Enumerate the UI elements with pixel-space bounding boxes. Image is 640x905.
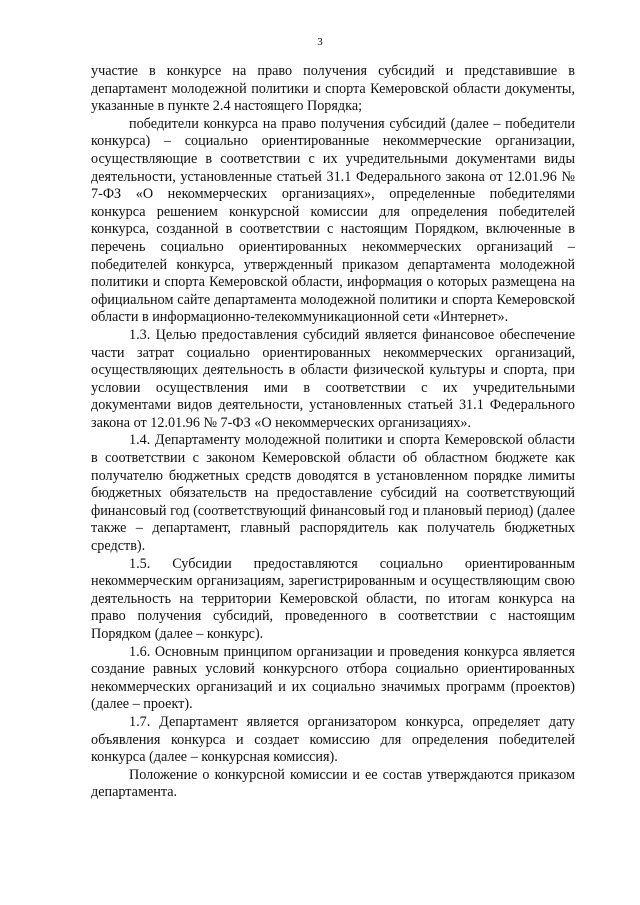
paragraph-participants-continuation: участие в конкурсе на право получения субсидий и представившие в департамент молодежной политики и спорта Кемеровской области документы, указанные в пункте 2.4 настоящего Порядка; [91, 63, 575, 115]
paragraph-1-5-subsidies: 1.5. Субсидии предоставляются социально ориентированным некоммерческим организациям, зарегистрированным и осуществляющим свою деятельность на территории Кемеровской области, по итогам конкурса на право получения субсидий, проведенного в соответствии с настоящим Порядком (далее – конкурс). [91, 555, 575, 642]
paragraph-commission-regulation: Положение о конкурсной комиссии и ее состав утверждаются приказом департамента. [91, 766, 575, 801]
paragraph-1-4-budget: 1.4. Департаменту молодежной политики и спорта Кемеровской области в соответствии с законом Кемеровской области об областном бюджете как получателю бюджетных средств доводятся в установленном порядке лимиты бюджетных обязательств на предоставление субсидий на соответствующий финансовый год (соответствующий финансовый год и плановый период) (далее также – департамент, главный распорядитель как получатель бюджетных средств). [91, 432, 575, 555]
paragraph-1-7-organizer: 1.7. Департамент является организатором конкурса, определяет дату объявления конкурса и создает комиссию для определения победителей конкурса (далее – конкурсная комиссия). [91, 713, 575, 766]
page-number: 3 [317, 36, 323, 48]
document-body [91, 63, 575, 802]
paragraph-winners-definition: победители конкурса на право получения субсидий (далее – победители конкурса) – социально ориентированные некоммерческие организации, осуществляющие в соответствии с их учредительными документами виды деятельности, установленные статьей 31.1 Федерального закона от 12.01.96 № 7-ФЗ «О некоммерческих организациях», определенные победителями конкурса решением конкурсной комиссии для определения победителей конкурса, созданной в соответствии с настоящим Порядком, включенные в перечень социально ориентированных некоммерческих организаций – победителей конкурса, утвержденный приказом департамента молодежной политики и спорта Кемеровской области, информация о которых размещена на официальном сайте департамента молодежной политики и спорта Кемеровской области в информационно-телекоммуникационной сети «Интернет». [91, 115, 575, 326]
paragraph-1-6-principle: 1.6. Основным принципом организации и проведения конкурса является создание равных условий конкурсного отбора социально ориентированных некоммерческих организаций и их социально значимых программ (проектов) (далее – проект). [91, 643, 575, 713]
paragraph-1-3-purpose: 1.3. Целью предоставления субсидий является финансовое обеспечение части затрат социально ориентированных некоммерческих организаций, осуществляющих деятельность в области физической культуры и спорта, при условии осуществления ими в соответствии с их учредительными документами видов деятельности, установленных статьей 31.1 Федерального закона от 12.01.96 № 7-ФЗ «О некоммерческих организациях». [91, 326, 575, 431]
